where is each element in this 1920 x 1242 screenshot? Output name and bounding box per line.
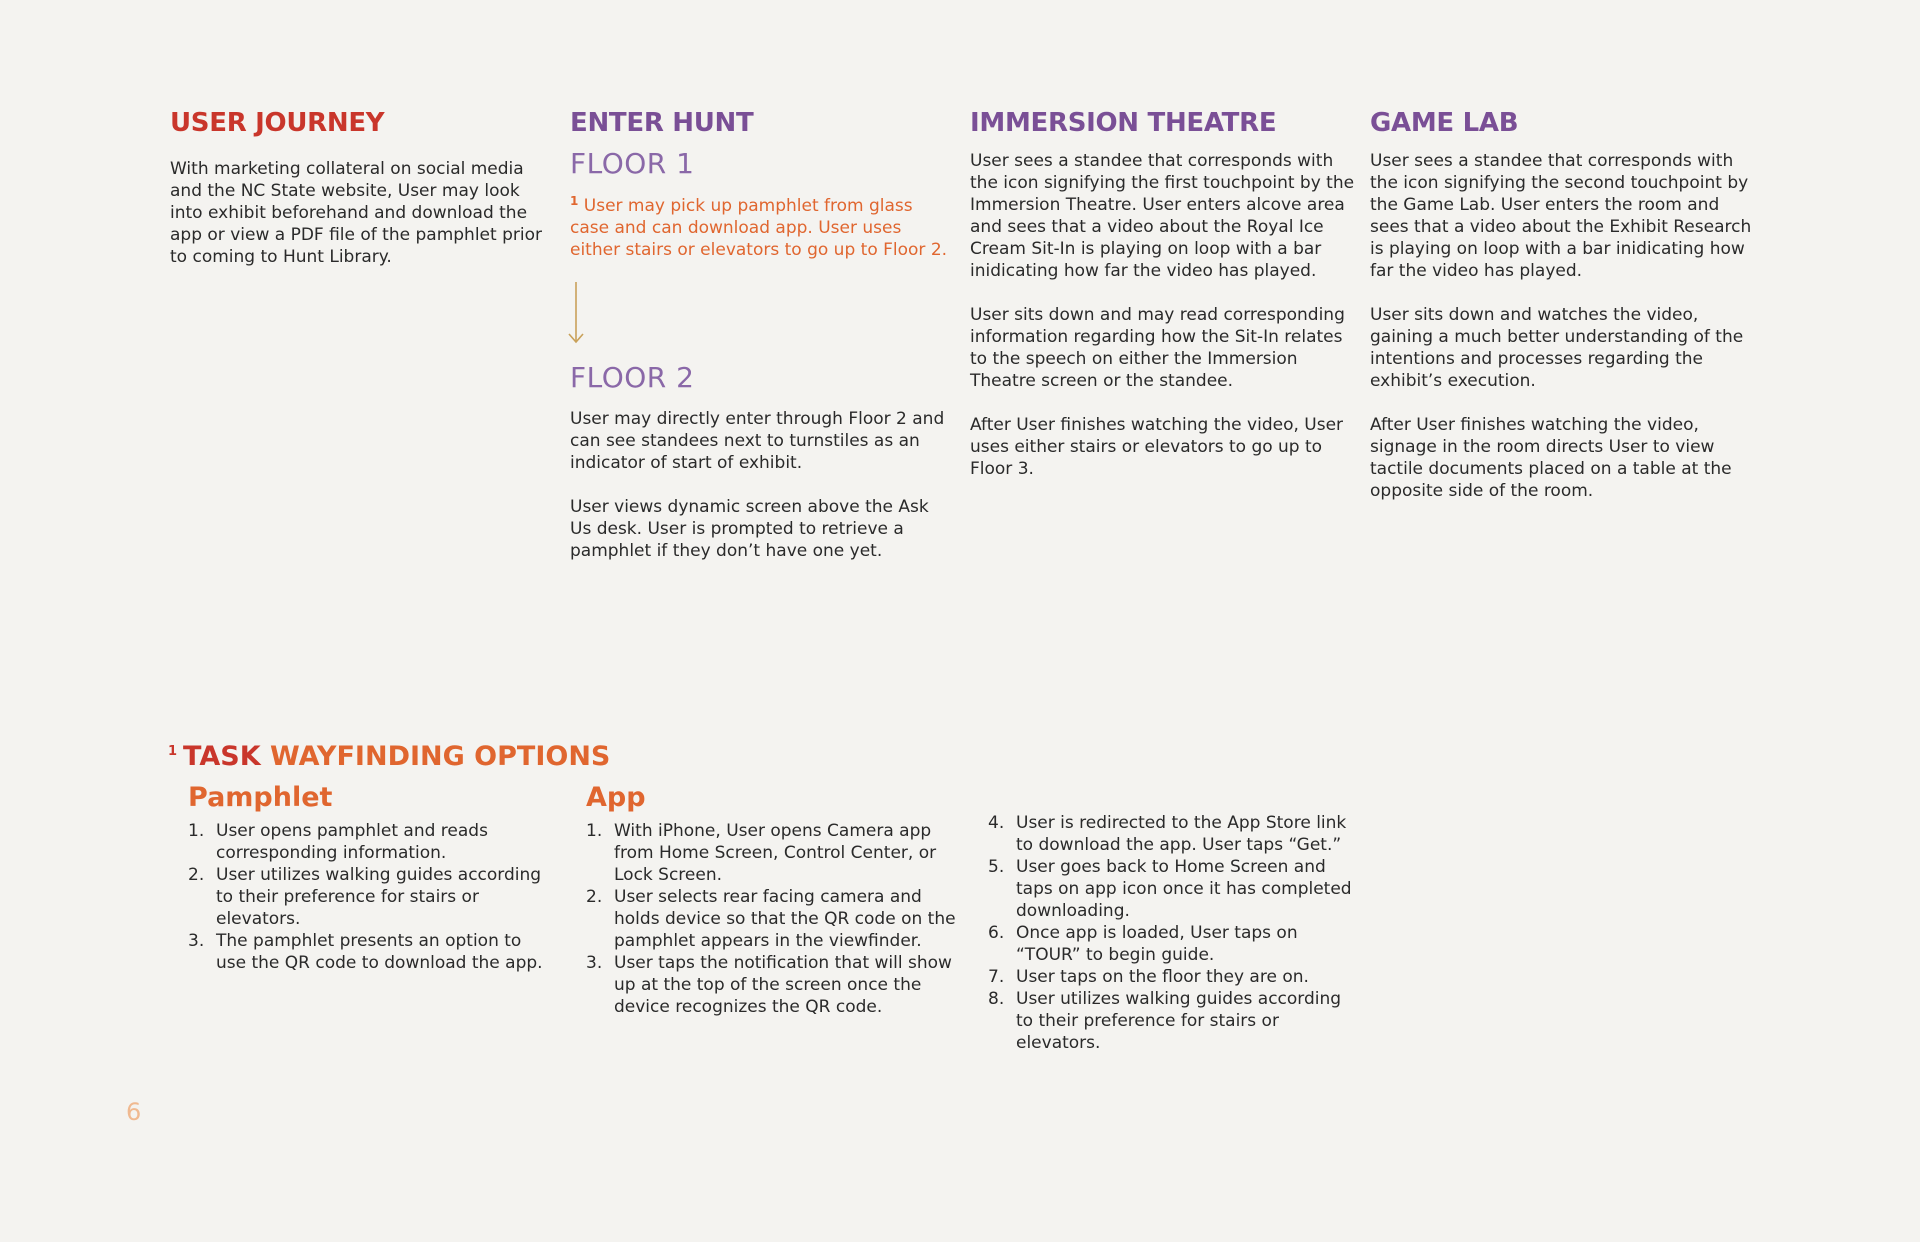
list-item: 5. User goes back to Home Screen and taps on app icon once it has completed downloading.	[988, 857, 1352, 921]
user-journey-section	[170, 108, 545, 268]
app-section	[586, 782, 956, 1018]
game-lab-title: GAME LAB	[1370, 108, 1519, 138]
app-steps-part-2	[988, 812, 1358, 1054]
floor-2-label: FLOOR 2	[570, 361, 695, 394]
floor-2-paragraph: User views dynamic screen above the Ask Us desk. User is prompted to retrieve a pamphlet if they don’t have one yet.	[570, 497, 929, 561]
game-lab-paragraph: After User finishes watching the video, signage in the room directs User to view tactile documents placed on a table at the opposite side of the room.	[1370, 415, 1732, 501]
enter-hunt-section	[570, 108, 955, 261]
enter-hunt-title: ENTER HUNT	[570, 108, 754, 138]
task-title-light: WAYFINDING OPTIONS	[270, 741, 611, 772]
pamphlet-label: Pamphlet	[188, 782, 333, 813]
immersion-theatre-paragraph: User sits down and may read corresponding information regarding how the Sit-In relates to the speech on either the Immersion Theatre screen or the standee.	[970, 305, 1345, 391]
floor-1-description: User may pick up pamphlet from glass case and can download app. User uses either stairs or elevators to go up to Floor 2.	[570, 196, 948, 260]
list-item: 6. Once app is loaded, User taps on “TOUR” to begin guide.	[988, 923, 1298, 965]
immersion-theatre-paragraph: After User finishes watching the video, User uses either stairs or elevators to go up to Floor 3.	[970, 415, 1344, 479]
list-item: 2. User selects rear facing camera and holds device so that the QR code on the pamphlet appears in the viewfinder.	[586, 887, 956, 951]
game-lab-paragraph: User sees a standee that corresponds with the icon signifying the second touchpoint by the Game Lab. User enters the room and sees that a video about the Exhibit Research is playing on loop with a bar inidicating how far the video has played.	[1370, 151, 1752, 281]
list-item: 2. User utilizes walking guides according to their preference for stairs or elevators.	[188, 865, 542, 929]
list-item: 4. User is redirected to the App Store link to download the app. User taps “Get.”	[988, 813, 1347, 855]
task-heading	[168, 736, 610, 773]
down-arrow-icon	[566, 280, 586, 346]
list-item: 1. With iPhone, User opens Camera app from Home Screen, Control Center, or Lock Screen.	[586, 821, 937, 885]
page-number: 6	[126, 1098, 142, 1126]
user-journey-text: With marketing collateral on social media and the NC State website, User may look into exhibit beforehand and download the app or view a PDF file of the pamphlet prior to coming to Hunt Library.	[170, 159, 542, 267]
immersion-theatre-section	[970, 108, 1355, 502]
pamphlet-steps	[188, 820, 553, 974]
game-lab-paragraph: User sits down and watches the video, gaining a much better understanding of the intentions and processes regarding the exhibit’s execution.	[1370, 305, 1744, 391]
list-item: 3. The pamphlet presents an option to use the QR code to download the app.	[188, 931, 543, 973]
floor-2-section	[570, 362, 955, 584]
app-steps-continued	[988, 812, 1358, 1054]
app-steps-part-1	[586, 820, 956, 1018]
footnote-marker: 1	[570, 194, 579, 208]
app-label: App	[586, 782, 646, 813]
list-item: 1. User opens pamphlet and reads corresponding information.	[188, 821, 488, 863]
list-item: 7. User taps on the floor they are on.	[988, 967, 1309, 987]
immersion-theatre-title: IMMERSION THEATRE	[970, 108, 1277, 138]
user-journey-title: USER JOURNEY	[170, 108, 385, 138]
floor-2-paragraph: User may directly enter through Floor 2 and can see standees next to turnstiles as an indicator of start of exhibit.	[570, 409, 945, 473]
immersion-theatre-paragraph: User sees a standee that corresponds with the icon signifying the first touchpoint by the Immersion Theatre. User enters alcove area and sees that a video about the Royal Ice Cream Sit-In is playing on loop with a bar inidicating how far the video has played.	[970, 151, 1355, 281]
task-title-bold: TASK	[183, 741, 261, 772]
game-lab-section	[1370, 108, 1760, 524]
pamphlet-section	[188, 782, 553, 974]
task-footnote-marker: 1	[168, 744, 178, 759]
list-item: 3. User taps the notification that will show up at the top of the screen once the device recognizes the QR code.	[586, 953, 952, 1017]
floor-1-label: FLOOR 1	[570, 147, 695, 180]
floor-1-text	[570, 190, 955, 261]
list-item: 8. User utilizes walking guides according to their preference for stairs or elevators.	[988, 989, 1342, 1053]
